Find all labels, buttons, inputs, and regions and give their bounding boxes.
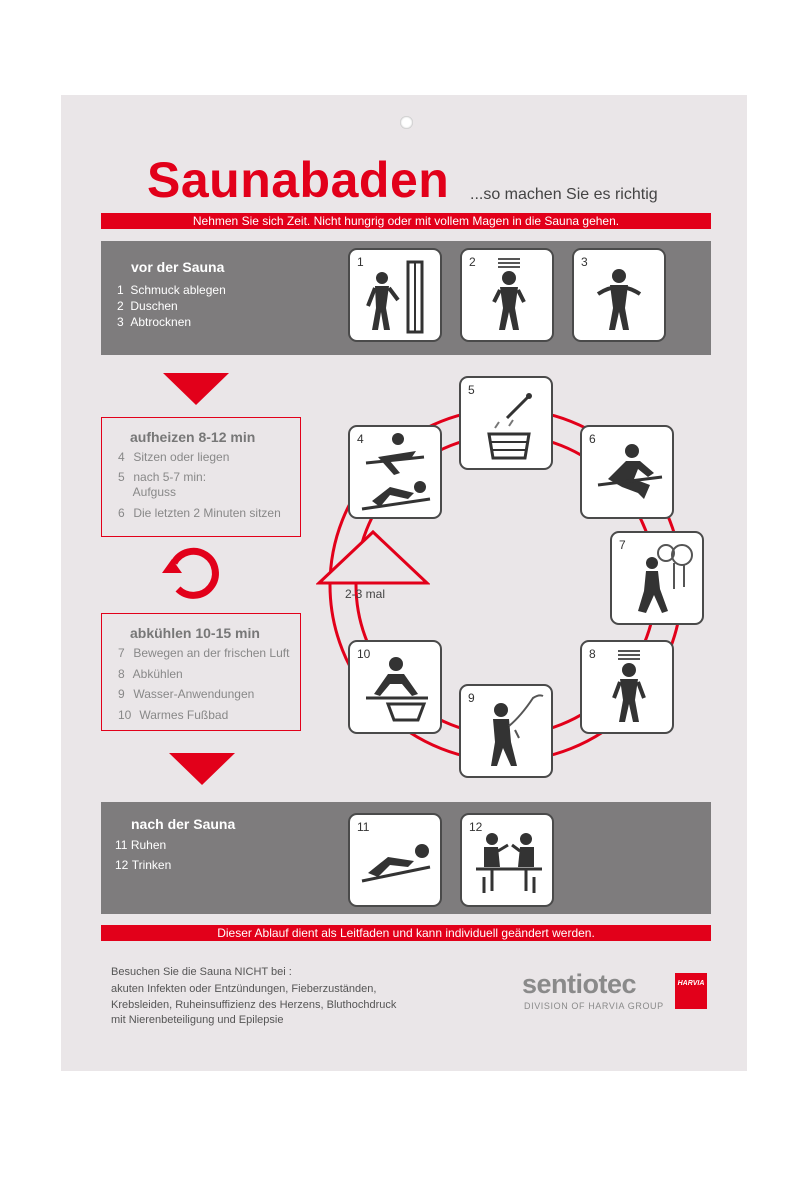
sauna-infusion-bucket-icon bbox=[461, 378, 551, 468]
tile-number: 6 bbox=[589, 432, 596, 446]
cold-shower-icon bbox=[582, 642, 672, 732]
cycle-direction-arrow-icon bbox=[316, 529, 430, 587]
water-hose-icon bbox=[461, 686, 551, 776]
poster bbox=[61, 95, 747, 1071]
step-tile-fresh-air bbox=[610, 531, 704, 625]
step-tile-water bbox=[459, 684, 553, 778]
tile-number: 7 bbox=[619, 538, 626, 552]
tile-number: 11 bbox=[357, 820, 370, 834]
page-title: Saunabaden bbox=[147, 152, 450, 208]
cool-item: 8 Abkühlen bbox=[118, 667, 183, 681]
before-item: 2 Duschen bbox=[117, 299, 178, 313]
towel-dry-icon bbox=[574, 250, 664, 340]
cool-item: 9 Wasser-Anwendungen bbox=[118, 687, 255, 701]
rest-lie-down-icon bbox=[350, 815, 440, 905]
page-subtitle: ...so machen Sie es richtig bbox=[470, 186, 658, 203]
cool-item: 10 Warmes Fußbad bbox=[118, 708, 229, 722]
sentiotec-logo: sentiotec bbox=[522, 969, 637, 999]
cycle-repeat-label: 2-3 mal bbox=[345, 587, 386, 601]
heat-item: 4 Sitzen oder liegen bbox=[118, 450, 230, 464]
cool-phase-box bbox=[101, 613, 301, 731]
tile-number: 8 bbox=[589, 647, 596, 661]
heat-item: 5 nach 5-7 min: bbox=[118, 470, 207, 484]
warm-footbath-icon bbox=[350, 642, 440, 732]
cool-heading: abkühlen 10-15 min bbox=[130, 625, 260, 641]
tile-number: 5 bbox=[468, 383, 475, 397]
bottom-banner: Dieser Ablauf dient als Leitfaden und kann individuell geändert werden. bbox=[101, 925, 711, 941]
step-tile-shower bbox=[460, 248, 554, 342]
tile-number: 2 bbox=[469, 255, 476, 269]
warning-line: akuten Infekten oder Entzündungen, Fieberzuständen, bbox=[111, 983, 377, 995]
step-tile-rest bbox=[348, 813, 442, 907]
sit-or-lie-icon bbox=[350, 427, 440, 517]
logo-subline: DIVISION OF HARVIA GROUP bbox=[524, 1001, 664, 1011]
down-arrow-icon bbox=[163, 373, 229, 405]
step-tile-sit-lie bbox=[348, 425, 442, 519]
heat-item: 6 Die letzten 2 Minuten sitzen bbox=[118, 506, 281, 520]
before-heading: vor der Sauna bbox=[131, 259, 225, 275]
warning-line: Besuchen Sie die Sauna NICHT bei : bbox=[111, 966, 292, 978]
top-banner: Nehmen Sie sich Zeit. Nicht hungrig oder mit vollem Magen in die Sauna gehen. bbox=[101, 213, 711, 229]
remove-jewelry-icon bbox=[350, 250, 440, 340]
tile-number: 10 bbox=[357, 647, 371, 661]
walk-fresh-air-icon bbox=[612, 533, 702, 623]
tile-number: 4 bbox=[357, 432, 364, 446]
repeat-cycle-icon bbox=[156, 543, 230, 603]
after-item: 11 Ruhen bbox=[115, 838, 167, 852]
step-tile-drink bbox=[460, 813, 554, 907]
step-tile-sit-last bbox=[580, 425, 674, 519]
down-arrow-icon bbox=[169, 753, 235, 785]
drink-at-table-icon bbox=[462, 815, 552, 905]
warning-line: Krebsleiden, Ruheinsuffizienz des Herzens, Bluthochdruck bbox=[111, 999, 397, 1011]
before-item: 1 Schmuck ablegen bbox=[117, 283, 226, 297]
step-tile-cool-shower bbox=[580, 640, 674, 734]
step-tile-footbath bbox=[348, 640, 442, 734]
heat-item: Aufguss bbox=[132, 485, 177, 499]
step-tile-infusion bbox=[459, 376, 553, 470]
step-tile-dry bbox=[572, 248, 666, 342]
tile-number: 9 bbox=[468, 691, 475, 705]
heat-heading: aufheizen 8-12 min bbox=[130, 429, 256, 445]
harvia-badge: HARVIA bbox=[675, 973, 707, 1009]
hanging-hole bbox=[400, 116, 413, 129]
sit-final-minutes-icon bbox=[582, 427, 672, 517]
warning-line: mit Nierenbeteiligung und Epilepsie bbox=[111, 1014, 284, 1026]
heat-phase-box bbox=[101, 417, 301, 537]
after-heading: nach der Sauna bbox=[131, 816, 236, 832]
tile-number: 12 bbox=[469, 820, 483, 834]
cool-item: 7 Bewegen an der frischen Luft bbox=[118, 646, 290, 660]
tile-number: 3 bbox=[581, 255, 588, 269]
tile-number: 1 bbox=[357, 255, 364, 269]
after-item: 12 Trinken bbox=[115, 858, 172, 872]
before-item: 3 Abtrocknen bbox=[117, 315, 192, 329]
step-tile-jewelry bbox=[348, 248, 442, 342]
shower-icon bbox=[462, 250, 552, 340]
